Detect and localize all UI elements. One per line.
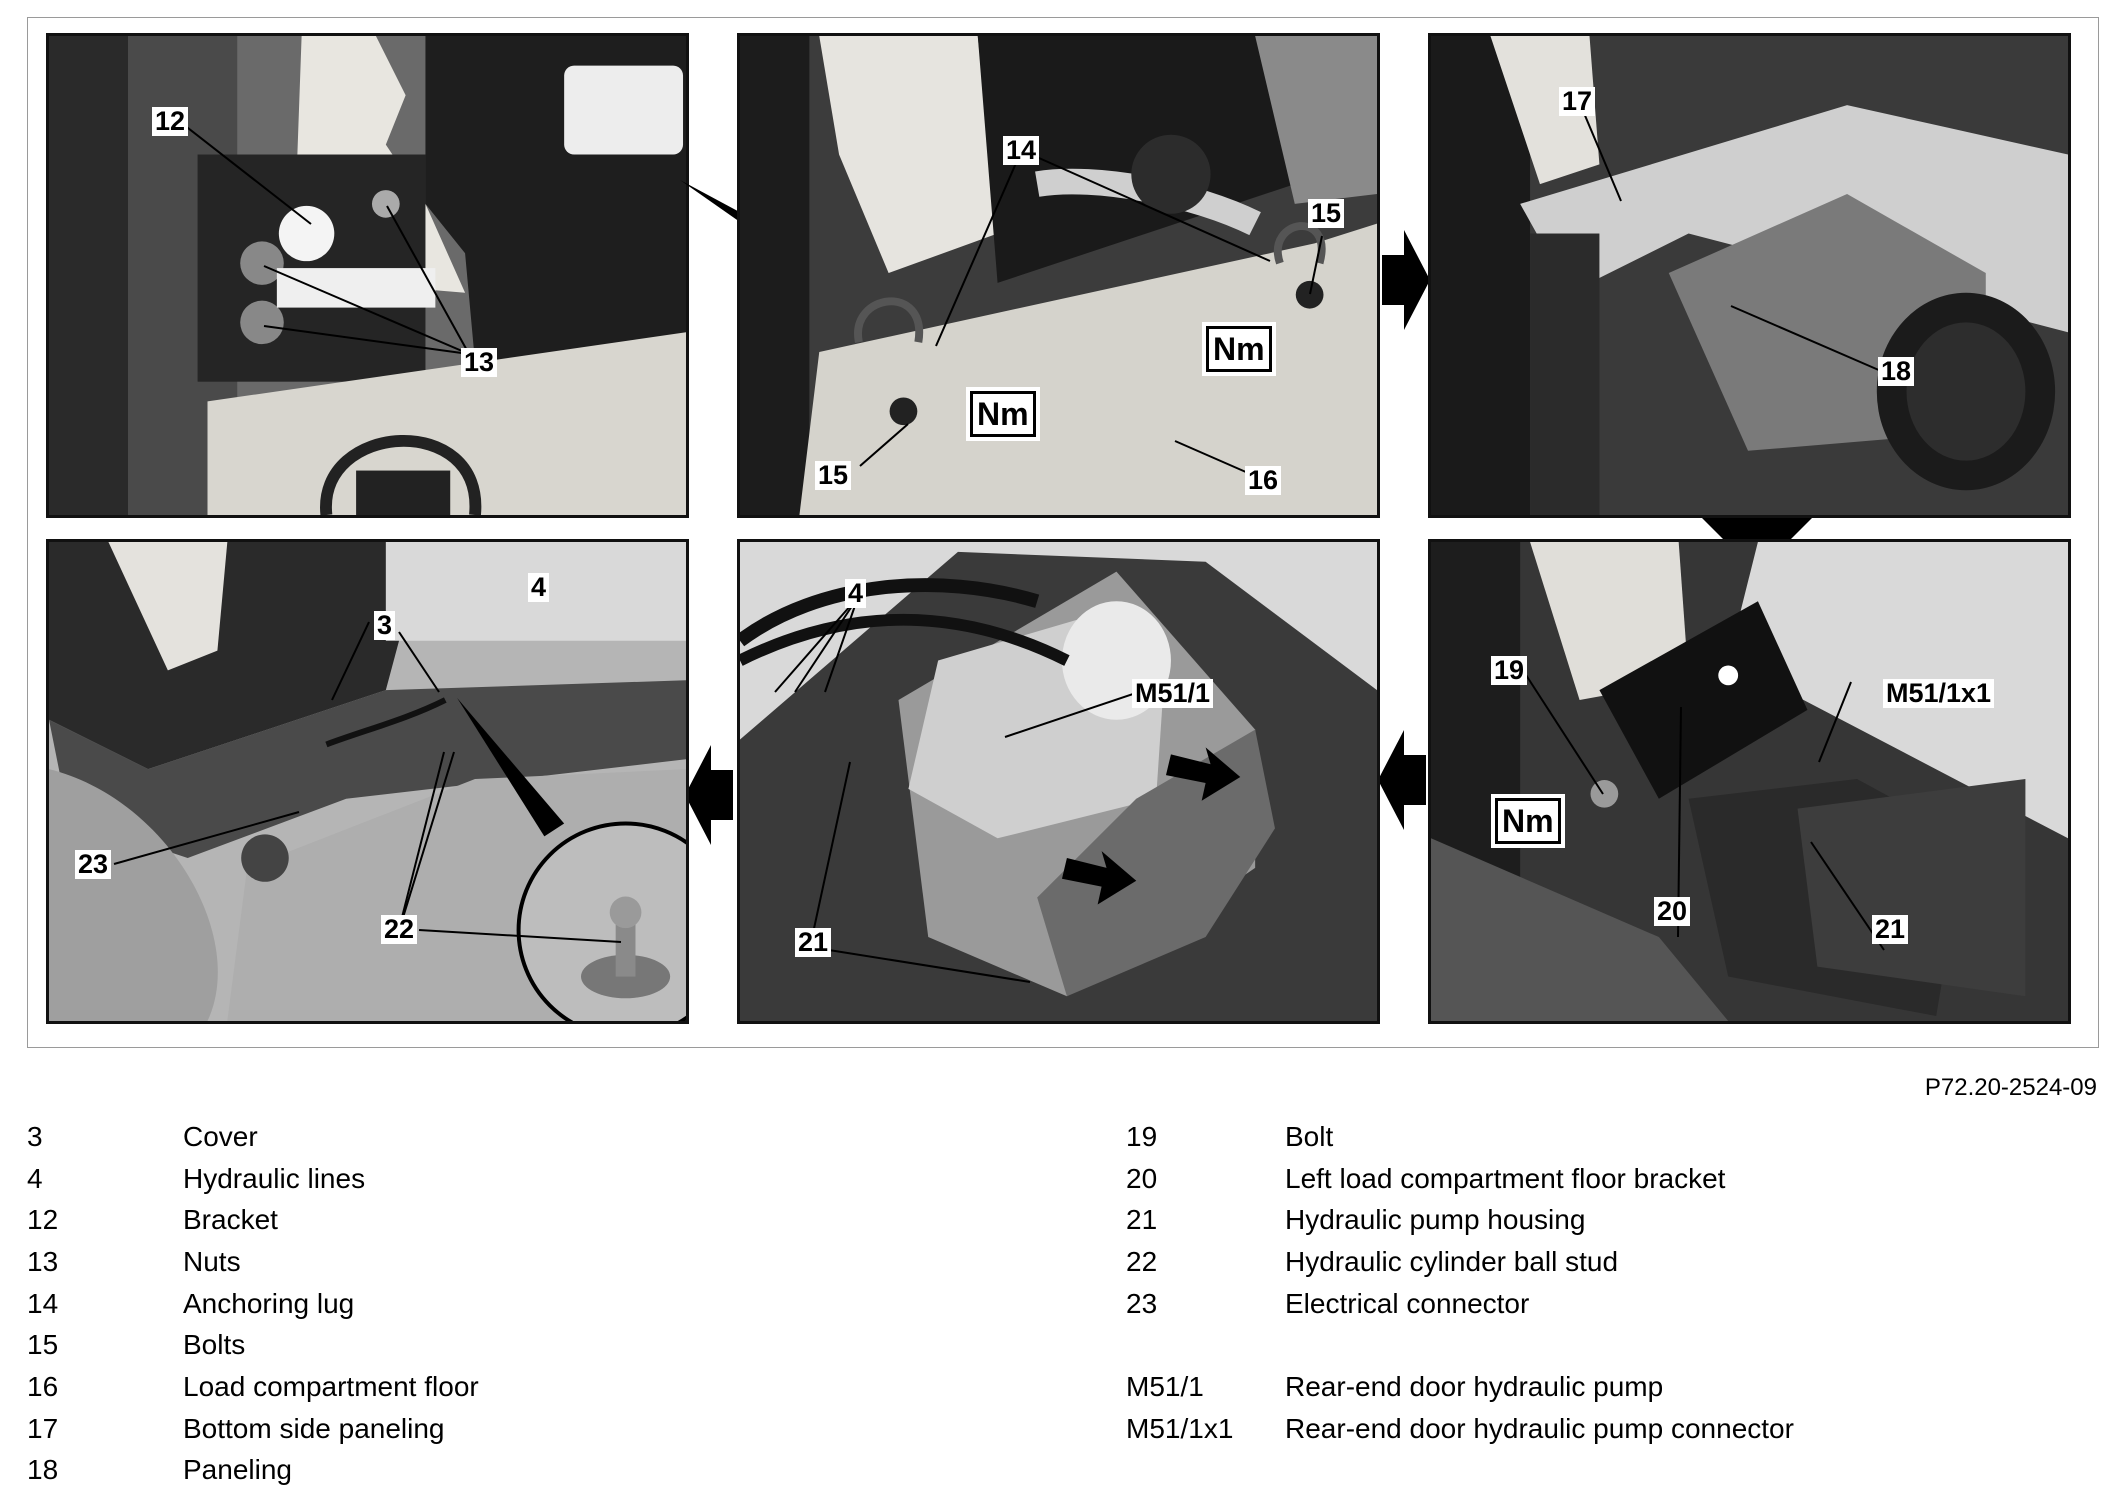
callout-label: 12 (152, 107, 188, 136)
legend-label: Bracket (183, 1204, 278, 1236)
legend-label: Anchoring lug (183, 1287, 355, 1319)
figure-code: P72.20-2524-09 (1924, 1074, 2097, 1101)
legend-label: Bolts (183, 1329, 246, 1361)
legend-item (27, 1116, 479, 1158)
legend-code: 16 (27, 1370, 59, 1402)
legend-code: 23 (1126, 1287, 1158, 1319)
legend-item (1126, 1199, 1794, 1241)
legend-code: 19 (1126, 1120, 1158, 1152)
legend-code: M51/1 (1126, 1370, 1204, 1402)
legend-label: Load compartment floor (183, 1370, 479, 1402)
callout-label: 17 (1559, 87, 1595, 116)
legend-item (27, 1366, 479, 1408)
legend-item (1126, 1116, 1794, 1158)
legend-code: 18 (27, 1454, 59, 1486)
legend-left (27, 1116, 479, 1491)
leader-lines (49, 542, 689, 1024)
legend-label: Bottom side paneling (183, 1412, 445, 1444)
legend-code: 13 (27, 1245, 59, 1277)
legend-code: M51/1x1 (1126, 1412, 1234, 1444)
legend-item (1126, 1283, 1794, 1325)
torque-symbol: Nm (1206, 326, 1272, 372)
photo-panel-6 (46, 539, 689, 1024)
callout-label: 14 (1003, 136, 1039, 165)
legend-label: Nuts (183, 1245, 241, 1277)
photo-panel-1 (46, 33, 689, 518)
leader-lines (1431, 542, 2071, 1024)
callout-label: 21 (1872, 915, 1908, 944)
callout-label: 4 (845, 579, 866, 608)
torque-symbol: Nm (970, 391, 1036, 437)
legend-label: Electrical connector (1285, 1287, 1530, 1319)
legend-item (27, 1158, 479, 1200)
legend-label: Rear-end door hydraulic pump (1285, 1370, 1664, 1402)
callout-label: 23 (75, 850, 111, 879)
legend-item (1126, 1366, 1794, 1408)
legend-item (1126, 1241, 1794, 1283)
legend-label: Hydraulic lines (183, 1162, 366, 1194)
callout-label: 15 (1308, 199, 1344, 228)
legend-label: Rear-end door hydraulic pump connector (1285, 1412, 1794, 1444)
callout-label: 18 (1878, 357, 1914, 386)
legend-code: 3 (27, 1120, 43, 1152)
callout-label: 4 (528, 573, 549, 602)
legend-code: 17 (27, 1412, 59, 1444)
photo-panel-3 (1428, 33, 2071, 518)
step-arrow-right (1382, 230, 1432, 330)
callout-label: 22 (381, 915, 417, 944)
legend-item (27, 1450, 479, 1492)
legend-code: 14 (27, 1287, 59, 1319)
callout-label: 20 (1654, 897, 1690, 926)
leader-lines (740, 36, 1380, 518)
legend-label: Cover (183, 1120, 258, 1152)
photo-panel-4 (1428, 539, 2071, 1024)
legend-item (27, 1199, 479, 1241)
legend-item (27, 1408, 479, 1450)
torque-symbol: Nm (1495, 798, 1561, 844)
leader-lines (49, 36, 689, 518)
legend-code: 15 (27, 1329, 59, 1361)
legend-item (27, 1283, 479, 1325)
callout-label: 13 (461, 348, 497, 377)
legend-label: Hydraulic cylinder ball stud (1285, 1245, 1619, 1277)
legend-item (27, 1241, 479, 1283)
callout-label: 21 (795, 928, 831, 957)
legend-code: 22 (1126, 1245, 1158, 1277)
photo-panel-5 (737, 539, 1380, 1024)
legend-code: 12 (27, 1204, 59, 1236)
callout-label: 3 (374, 611, 395, 640)
step-arrow-left (685, 745, 735, 845)
callout-label: 16 (1245, 466, 1281, 495)
legend-spacer (1126, 1324, 1794, 1366)
photo-panel-2 (737, 33, 1380, 518)
callout-label: 19 (1491, 656, 1527, 685)
legend-label: Bolt (1285, 1120, 1334, 1152)
step-arrow-left (1378, 730, 1428, 830)
legend-right (1126, 1116, 1794, 1450)
legend-item (1126, 1408, 1794, 1450)
legend-item (1126, 1158, 1794, 1200)
legend-label: Hydraulic pump housing (1285, 1204, 1586, 1236)
leader-lines (1431, 36, 2071, 518)
legend-code: 21 (1126, 1204, 1158, 1236)
leader-lines (740, 542, 1380, 1024)
legend-item (27, 1324, 479, 1366)
legend-code: 4 (27, 1162, 43, 1194)
legend-label: Left load compartment floor bracket (1285, 1162, 1726, 1194)
legend-label: Paneling (183, 1454, 292, 1486)
callout-label: M51/1 (1132, 679, 1213, 708)
legend-code: 20 (1126, 1162, 1158, 1194)
callout-label: M51/1x1 (1883, 679, 1994, 708)
callout-label: 15 (815, 461, 851, 490)
